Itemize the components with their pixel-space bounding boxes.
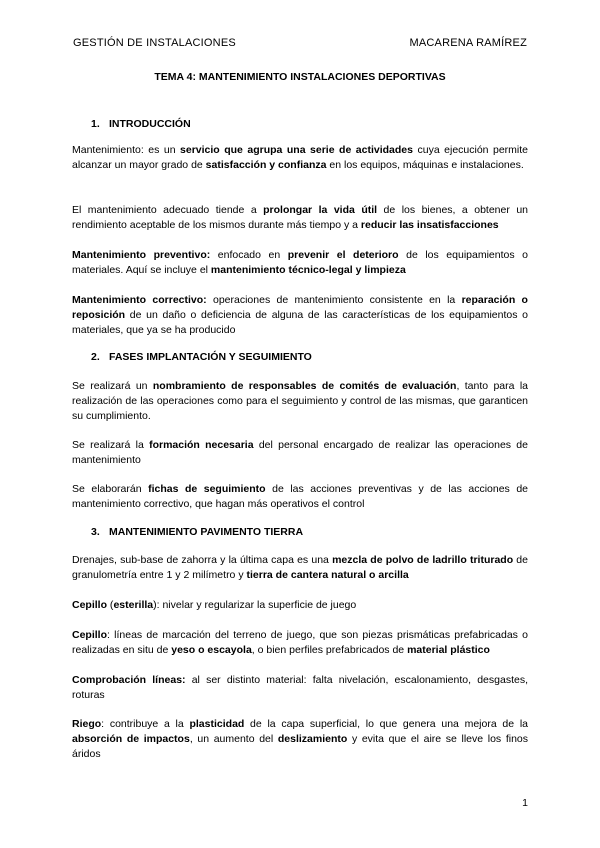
bold-text: absorción de impactos — [72, 733, 190, 745]
bold-text: plasticidad — [189, 718, 245, 730]
paragraph-fichas — [72, 482, 528, 512]
paragraph-mantenimiento-adecuado — [72, 203, 528, 233]
bold-text: Riego — [72, 718, 102, 730]
text: Se realizará un — [72, 380, 153, 392]
bold-text: Cepillo — [72, 599, 108, 611]
header-left: GESTIÓN DE INSTALACIONES — [73, 37, 236, 49]
bold-text: formación necesaria — [149, 439, 254, 451]
bold-text: yeso o escayola — [171, 644, 252, 656]
bold-text: satisfacción y confianza — [205, 159, 327, 171]
section-heading-introduccion — [91, 118, 191, 130]
text: en los equipos, máquinas e instalaciones. — [326, 159, 524, 171]
text: ( — [107, 599, 114, 611]
text: de un daño o deficiencia de alguna de las características de los equipamientos o materiales, que ya se ha producido — [72, 309, 528, 336]
bold-text: deslizamiento — [277, 733, 348, 745]
bold-text: fichas de seguimiento — [148, 483, 266, 495]
header-right: MACARENA RAMÍREZ — [409, 37, 527, 49]
text: El mantenimiento adecuado tiende a — [72, 204, 264, 216]
text: Se realizará la — [72, 439, 150, 451]
section-title: MANTENIMIENTO PAVIMENTO TIERRA — [109, 526, 304, 538]
text: de las acciones preventivas y de las acciones de mantenimiento correctivo, que hagan más operativos el control — [72, 483, 528, 510]
paragraph-riego — [72, 717, 528, 762]
bold-text: tierra de cantera natural o arcilla — [246, 569, 409, 581]
section-heading-fases — [91, 351, 312, 363]
bold-text: esterilla — [113, 599, 154, 611]
bold-text: Mantenimiento correctivo: — [72, 294, 207, 306]
bold-text: nombramiento de responsables de comités de evaluación — [152, 380, 457, 392]
paragraph-nombramiento — [72, 379, 528, 424]
paragraph-mantenimiento-preventivo — [72, 248, 528, 278]
paragraph-cepillo-esterilla — [72, 598, 528, 613]
paragraph-cepillo-lineas — [72, 628, 528, 658]
section-heading-pavimento — [91, 526, 303, 538]
section-number: 3. — [91, 526, 100, 538]
bold-text: prevenir el deterioro — [287, 249, 399, 261]
bold-text: reparación o reposición — [72, 294, 528, 321]
text: , o bien perfiles prefabricados de — [251, 644, 408, 656]
text: Drenajes, sub-base de zahorra y la última capa es una — [72, 554, 333, 566]
text: : contribuye a la — [101, 718, 190, 730]
paragraph-mantenimiento-definicion — [72, 143, 528, 173]
paragraph-mantenimiento-correctivo — [72, 293, 528, 338]
text: y evita que el aire se lleve los finos áridos — [72, 733, 528, 760]
text: Mantenimiento: es un — [72, 144, 181, 156]
page-number: 1 — [522, 797, 528, 809]
paragraph-formacion — [72, 438, 528, 468]
bold-text: material plástico — [407, 644, 490, 656]
bold-text: mezcla de polvo de ladrillo triturado — [332, 554, 514, 566]
bold-text: servicio que agrupa una serie de actividades — [180, 144, 413, 156]
text: de los equipamientos o materiales. Aquí se incluye el — [72, 249, 528, 276]
text: del personal encargado de realizar las operaciones de mantenimiento — [72, 439, 528, 466]
text: enfocado en — [210, 249, 288, 261]
bold-text: mantenimiento técnico-legal y limpieza — [210, 264, 406, 276]
section-title: INTRODUCCIÓN — [109, 118, 191, 130]
document-title: TEMA 4: MANTENIMIENTO INSTALACIONES DEPORTIVAS — [154, 71, 446, 83]
section-title: FASES IMPLANTACIÓN Y SEGUIMIENTO — [109, 351, 312, 363]
section-number: 1. — [91, 118, 100, 130]
text: de granulometría entre 1 y 2 milímetro y — [72, 554, 528, 581]
bold-text: Comprobación líneas: — [72, 674, 186, 686]
text: de la capa superficial, lo que genera una mejora de la — [244, 718, 529, 730]
text: : líneas de marcación del terreno de juego, que son piezas prismáticas prefabricadas o realizadas en situ de — [72, 629, 528, 656]
text: al ser distinto material: falta nivelación, escalonamiento, desgastes, roturas — [72, 674, 528, 701]
bold-text: Cepillo — [72, 629, 108, 641]
text: , tanto para la realización de las operaciones como para el seguimiento y control de las mismas, que garanticen su cumplimiento. — [72, 380, 528, 422]
text: Se elaborarán — [72, 483, 149, 495]
section-number: 2. — [91, 351, 100, 363]
bold-text: reducir las insatisfacciones — [360, 219, 499, 231]
bold-text: Mantenimiento preventivo: — [72, 249, 211, 261]
text: , un aumento del — [189, 733, 278, 745]
bold-text: prolongar la vida útil — [263, 204, 378, 216]
paragraph-comprobacion-lineas — [72, 673, 528, 703]
text: cuya ejecución permite alcanzar un mayor grado de — [72, 144, 529, 171]
text: de los bienes, a obtener un rendimiento aceptable de los mismos durante más tiempo y a — [72, 204, 528, 231]
paragraph-drenajes — [72, 553, 528, 583]
text: ): nivelar y regularizar la superficie de juego — [153, 599, 357, 611]
text: operaciones de mantenimiento consistente en la — [206, 294, 462, 306]
